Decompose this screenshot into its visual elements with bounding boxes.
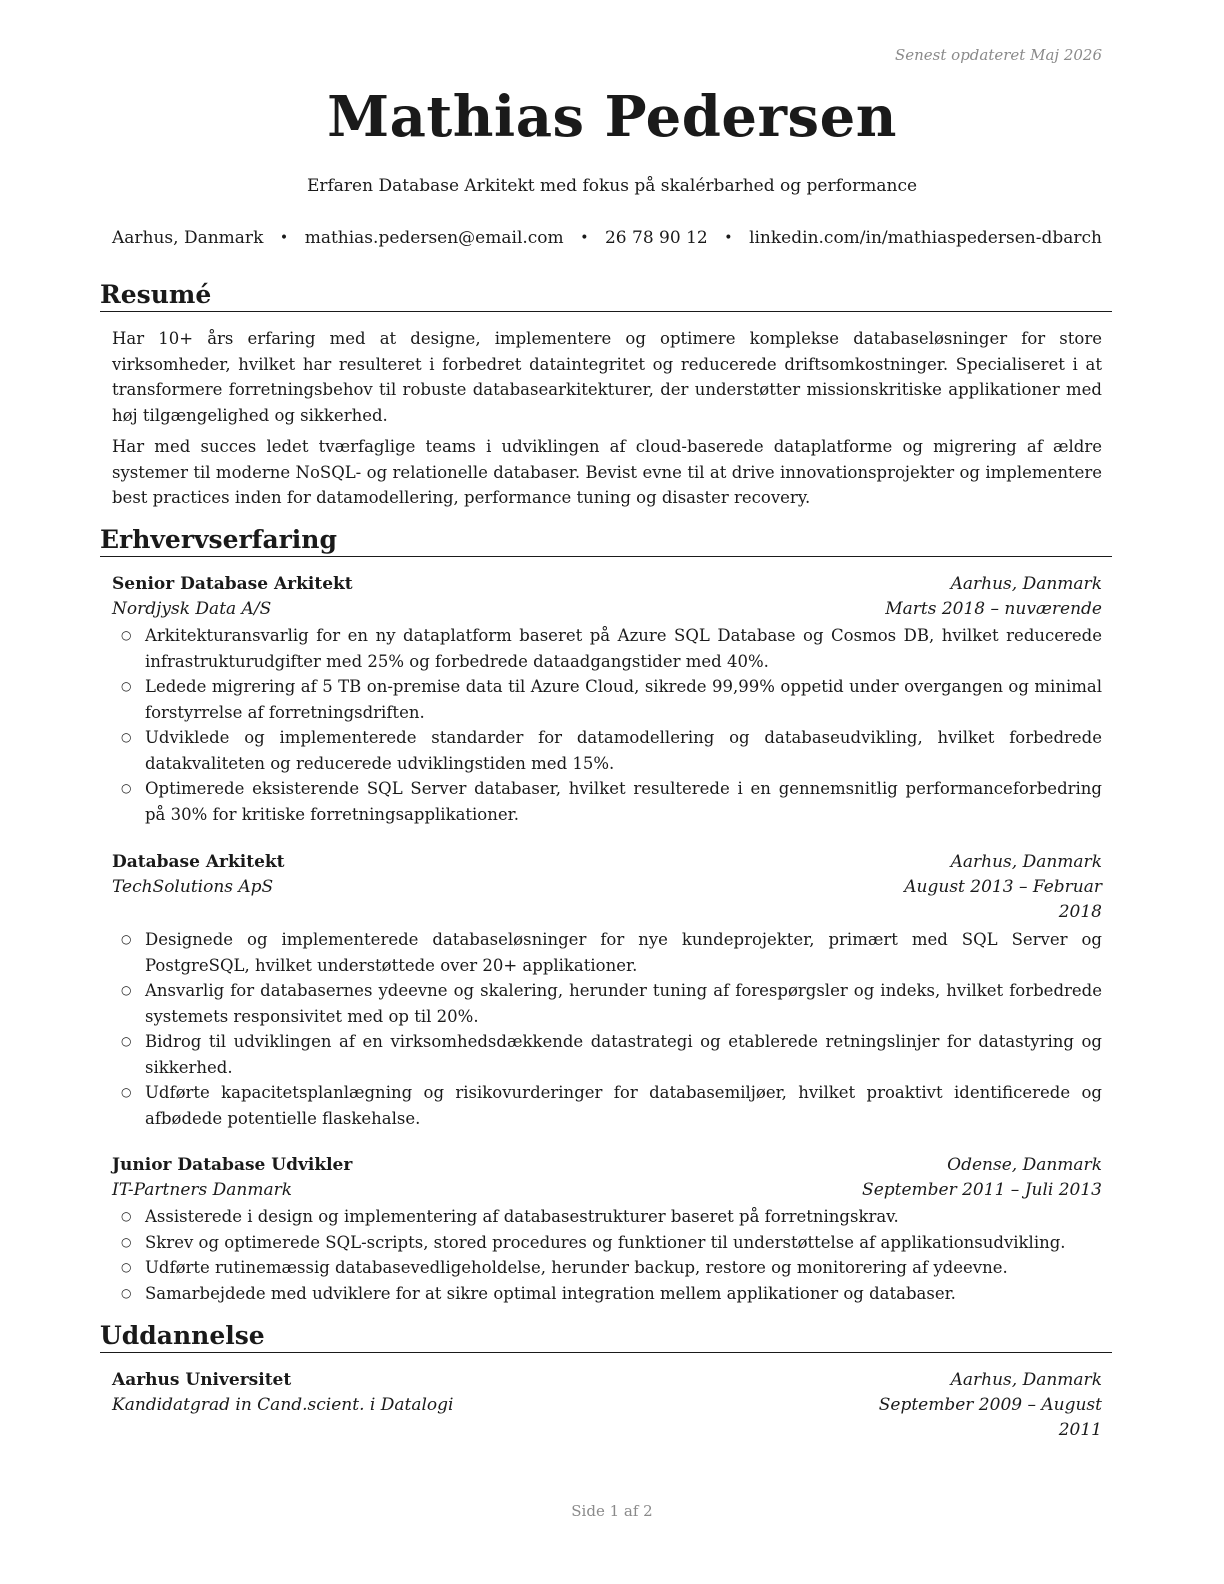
summary-paragraph: Har 10+ års erfaring med at designe, implementere og optimere komplekse databaseløsninger for store virksomheder, hvilket har resulteret i forbedret dataintegritet og reducerede driftsomkostninger. Specialiseret i at transformere forretningsbehov til robuste databasearkitekturer, der understøtter missionskritiske applikationer med høj tilgængelighed og sikkerhed. — [112, 329, 1102, 425]
job-company: Nordjysk Data A/S — [112, 599, 272, 619]
job-bullets — [112, 927, 1102, 1131]
list-item: ○ Ansvarlig for databasernes ydeevne og skalering, herunder tuning af forespørgsler og indeks, hvilket forbedrede systemets responsivitet med op til 20%. — [112, 978, 1102, 1029]
separator-dot: • — [580, 230, 589, 246]
bullet-circle-icon: ○ — [121, 1209, 132, 1223]
bullet-circle-icon: ○ — [121, 1034, 132, 1048]
summary-paragraph: Har med succes ledet tværfaglige teams i udviklingen af cloud-baserede dataplatforme og migrering af ældre systemer til moderne NoSQL- og relationelle databaser. Bevist evne til at drive innovationsprojekter og implementere best practices inden for datamodellering, performance tuning og disaster recovery. — [112, 437, 1102, 507]
list-item: ○ Samarbejdede med udviklere for at sikre optimal integration mellem applikationer og databaser. — [112, 1281, 1102, 1307]
contact-location: Aarhus, Danmark — [112, 228, 264, 248]
bullet-circle-icon: ○ — [121, 1234, 132, 1249]
contact-email[interactable]: mathias.pedersen@email.com — [304, 228, 564, 248]
education-dates: September 2009 – August 2011 — [878, 1395, 1102, 1440]
bullet-circle-icon: ○ — [121, 628, 132, 642]
job-location: Odense, Danmark — [947, 1155, 1102, 1175]
section-heading-summary: Resumé — [100, 280, 1112, 312]
list-item: ○ Udviklede og implementerede standarder for datamodellering og databaseudvikling, hvilket forbedrede datakvaliteten og reducerede udviklingstiden med 15%. — [112, 725, 1102, 776]
contact-line — [112, 228, 1102, 248]
job-header — [112, 850, 1102, 875]
list-item: ○ Udførte rutinemæssig databasevedligeholdelse, herunder backup, restore og monitorering af ydeevne. — [112, 1255, 1102, 1281]
job-title: Junior Database Udvikler — [112, 1155, 353, 1175]
job-dates: August 2013 – Februar 2018 — [904, 877, 1102, 922]
list-item: ○ Udførte kapacitetsplanlægning og risikovurderinger for databasemiljøer, hvilket proaktivt identificerede og afbødede potentielle flaskehalse. — [112, 1080, 1102, 1131]
separator-dot: • — [279, 230, 289, 246]
bullet-circle-icon: ○ — [121, 781, 132, 795]
school-name: Aarhus Universitet — [112, 1370, 292, 1390]
last-updated: Senest opdateret Maj 2026 — [894, 46, 1102, 64]
bullet-circle-icon: ○ — [121, 1285, 132, 1300]
list-item: ○ Skrev og optimerede SQL-scripts, stored procedures og funktioner til understøttelse af applikationsudvikling. — [112, 1230, 1102, 1256]
job-location: Aarhus, Danmark — [950, 574, 1102, 594]
job-title: Database Arkitekt — [112, 852, 285, 872]
list-item: ○ Bidrog til udviklingen af en virksomhedsdækkende datastrategi og etablerede retningslinjer for datastyring og sikkerhed. — [112, 1029, 1102, 1080]
job-subheader — [112, 1178, 1102, 1203]
job-header — [112, 1153, 1102, 1178]
tagline: Erfaren Database Arkitekt med fokus på skalérbarhed og performance — [306, 176, 918, 196]
education-subheader — [112, 1393, 1102, 1443]
list-item: ○ Assisterede i design og implementering af databasestrukturer baseret på forretningskrav. — [112, 1204, 1102, 1230]
job-header — [112, 572, 1102, 597]
page-number: Side 1 af 2 — [571, 1502, 653, 1520]
list-item: ○ Optimerede eksisterende SQL Server databaser, hvilket resulterede i en gennemsnitlig performanceforbedring på 30% for kritiske forretningsapplikationer. — [112, 776, 1102, 827]
bullet-circle-icon: ○ — [121, 932, 132, 946]
education-header — [112, 1368, 1102, 1393]
bullet-circle-icon: ○ — [121, 983, 132, 997]
list-item: ○ Designede og implementerede databaseløsninger for nye kundeprojekter, primært med SQL Server og PostgreSQL, hvilket understøttede over 20+ applikationer. — [112, 927, 1102, 978]
list-item: ○ Arkitekturansvarlig for en ny dataplatform baseret på Azure SQL Database og Cosmos DB, hvilket reducerede infrastrukturudgifter med 25% og forbedrede dataadgangstider med 40%. — [112, 623, 1102, 674]
job-dates: Marts 2018 – nuværende — [885, 599, 1102, 619]
contact-phone: 26 78 90 12 — [604, 228, 708, 248]
contact-linkedin[interactable]: linkedin.com/in/mathiaspedersen-dbarch — [749, 228, 1102, 248]
job-bullets — [112, 1204, 1102, 1306]
job-company: IT-Partners Danmark — [112, 1180, 293, 1200]
section-heading-education: Uddannelse — [100, 1321, 1112, 1353]
job-location: Aarhus, Danmark — [950, 852, 1102, 872]
school-location: Aarhus, Danmark — [950, 1370, 1102, 1390]
bullet-circle-icon: ○ — [121, 730, 132, 744]
list-item: ○ Ledede migrering af 5 TB on-premise data til Azure Cloud, sikrede 99,99% oppetid under overgangen og minimal forstyrrelse af forretningsdriften. — [112, 674, 1102, 725]
job-title: Senior Database Arkitekt — [112, 574, 353, 594]
candidate-name: Mathias Pedersen — [327, 84, 897, 150]
job-subheader — [112, 597, 1102, 622]
job-bullets — [112, 623, 1102, 827]
separator-dot: • — [724, 230, 733, 246]
job-company: TechSolutions ApS — [112, 877, 274, 897]
job-dates: September 2011 – Juli 2013 — [862, 1180, 1102, 1200]
bullet-circle-icon: ○ — [121, 679, 132, 693]
bullet-circle-icon: ○ — [121, 1085, 132, 1099]
job-subheader — [112, 875, 1102, 925]
degree: Kandidatgrad in Cand.scient. i Datalogi — [112, 1395, 454, 1415]
section-heading-experience: Erhvervserfaring — [100, 525, 1112, 557]
bullet-circle-icon: ○ — [121, 1260, 132, 1274]
